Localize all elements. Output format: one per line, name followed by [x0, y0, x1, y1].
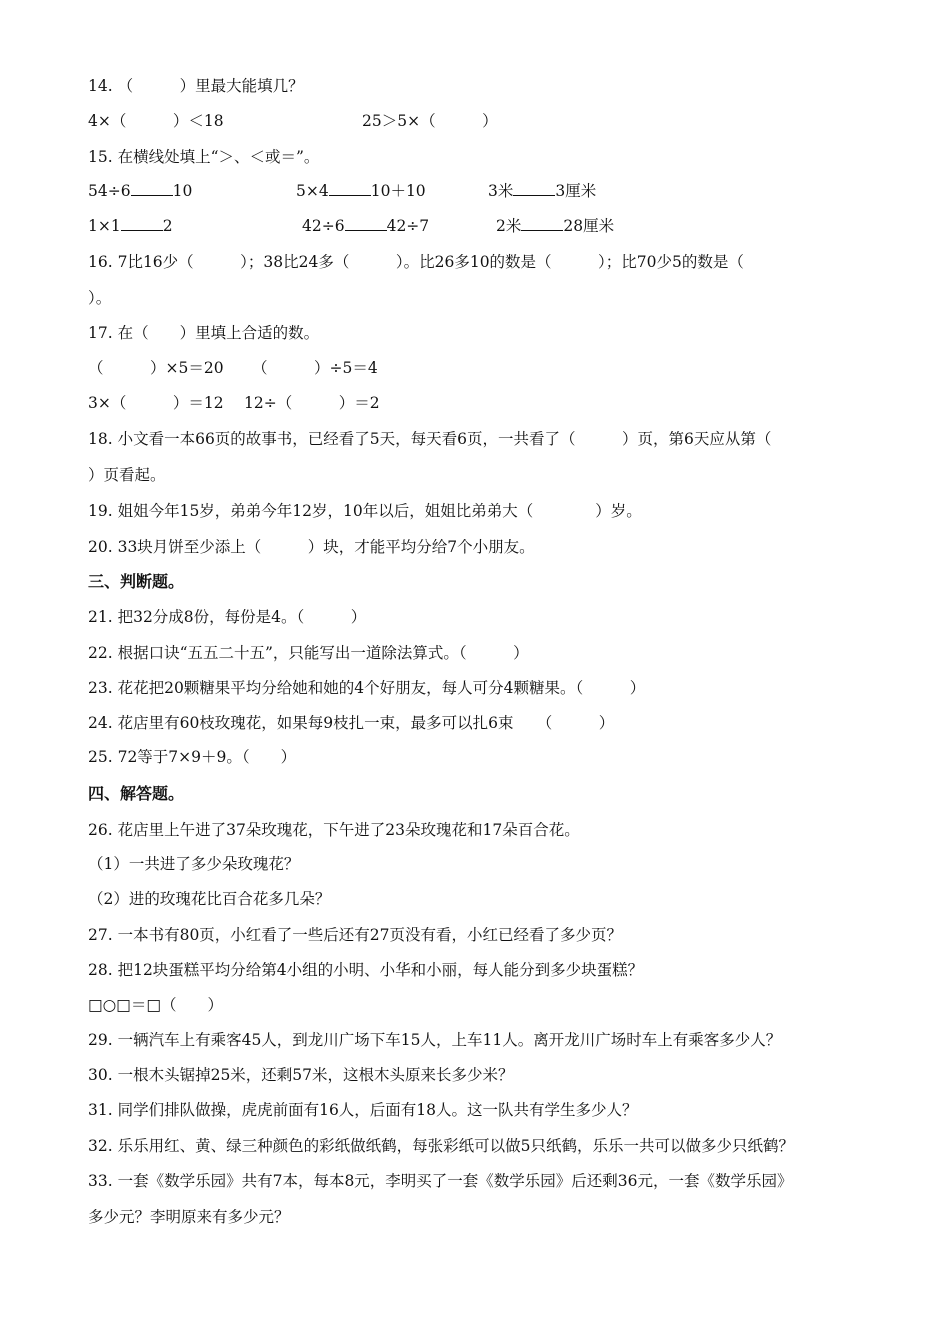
question-18-line-2: ）页看起。: [88, 466, 166, 484]
question-33-line-2: 多少元？李明原来有多少元？: [88, 1208, 290, 1226]
q17-part-b: （ ）÷5＝4: [252, 359, 378, 377]
answer-blank[interactable]: [329, 181, 371, 196]
answer-blank[interactable]: [513, 181, 555, 196]
question-28-stem: 28. 把12块蛋糕平均分给第4小组的小明、小华和小丽，每人能分到多少块蛋糕？: [88, 961, 644, 979]
q15-item: 3米 3厘米: [488, 182, 597, 200]
question-29: 29. 一辆汽车上有乘客45人，到龙川广场下车15人，上车11人。离开龙川广场时车上有乘客多少人？: [88, 1031, 782, 1049]
question-20: 20. 33块月饼至少添上（ ）块，才能平均分给7个小朋友。: [88, 538, 535, 556]
question-33-line-1: 33. 一套《数学乐园》共有7本，每本8元，李明买了一套《数学乐园》后还剩36元，一套《数学乐园》: [88, 1172, 793, 1190]
section-4-heading: 四、解答题。: [88, 784, 185, 803]
question-27: 27. 一本书有80页，小红看了一些后还有27页没有看，小红已经看了多少页？: [88, 926, 623, 944]
q15-item: 42÷6 42÷7: [302, 217, 430, 235]
q15-item: 5×4 10＋10: [296, 182, 426, 200]
q14-part-a: 4×（ ）＜18: [88, 112, 224, 130]
question-17-title: 17. 在（ ）里填上合适的数。: [88, 324, 320, 342]
question-15-title: 15. 在横线处填上“＞、＜或＝”。: [88, 148, 320, 166]
question-26-part-2: （2）进的玫瑰花比百合花多几朵？: [88, 890, 331, 908]
section-3-heading: 三、判断题。: [88, 572, 185, 591]
question-21: 21. 把32分成8份，每份是4。（ ）: [88, 608, 367, 626]
answer-blank[interactable]: [521, 216, 563, 231]
question-16-line-1: 16. 7比16少（ ）；38比24多（ ）。比26多10的数是（ ）；比70少5的数是（: [88, 253, 744, 271]
q17-part-d: 12÷（ ）＝2: [244, 394, 380, 412]
question-28-formula: □○□＝□（ ）: [88, 996, 223, 1014]
q17-part-c: 3×（ ）＝12: [88, 394, 224, 412]
question-31: 31. 同学们排队做操，虎虎前面有16人，后面有18人。这一队共有学生多少人？: [88, 1101, 638, 1119]
question-26-part-1: （1）一共进了多少朵玫瑰花？: [88, 855, 300, 873]
q15-item: 2米 28厘米: [496, 217, 615, 235]
question-23: 23. 花花把20颗糖果平均分给她和她的4个好朋友，每人可分4颗糖果。（ ）: [88, 679, 646, 697]
q17-part-a: （ ）×5＝20: [88, 359, 224, 377]
question-14-title: 14. （ ）里最大能填几？: [88, 77, 304, 95]
answer-blank[interactable]: [131, 181, 173, 196]
question-30: 30. 一根木头锯掉25米，还剩57米，这根木头原来长多少米？: [88, 1066, 514, 1084]
question-19: 19. 姐姐今年15岁，弟弟今年12岁，10年以后，姐姐比弟弟大（ ）岁。: [88, 502, 642, 520]
q15-item: 54÷6 10: [88, 182, 193, 200]
q14-part-b: 25＞5×（ ）: [362, 112, 498, 130]
question-26-stem: 26. 花店里上午进了37朵玫瑰花，下午进了23朵玫瑰花和17朵百合花。: [88, 821, 580, 839]
answer-blank[interactable]: [121, 216, 163, 231]
answer-blank[interactable]: [345, 216, 387, 231]
question-22: 22. 根据口诀“五五二十五”，只能写出一道除法算式。（ ）: [88, 644, 529, 662]
q15-item: 1×1 2: [88, 217, 173, 235]
question-24: 24. 花店里有60枝玫瑰花，如果每9枝扎一束，最多可以扎6束 （ ）: [88, 714, 615, 732]
question-18-line-1: 18. 小文看一本66页的故事书，已经看了5天，每天看6页，一共看了（ ）页，第6天应从第（: [88, 430, 772, 448]
question-16-line-2: ）。: [88, 289, 112, 307]
question-25: 25. 72等于7×9＋9。（ ）: [88, 748, 297, 766]
question-32: 32. 乐乐用红、黄、绿三种颜色的彩纸做纸鹤，每张彩纸可以做5只纸鹤，乐乐一共可以做多少只纸鹤？: [88, 1137, 794, 1155]
